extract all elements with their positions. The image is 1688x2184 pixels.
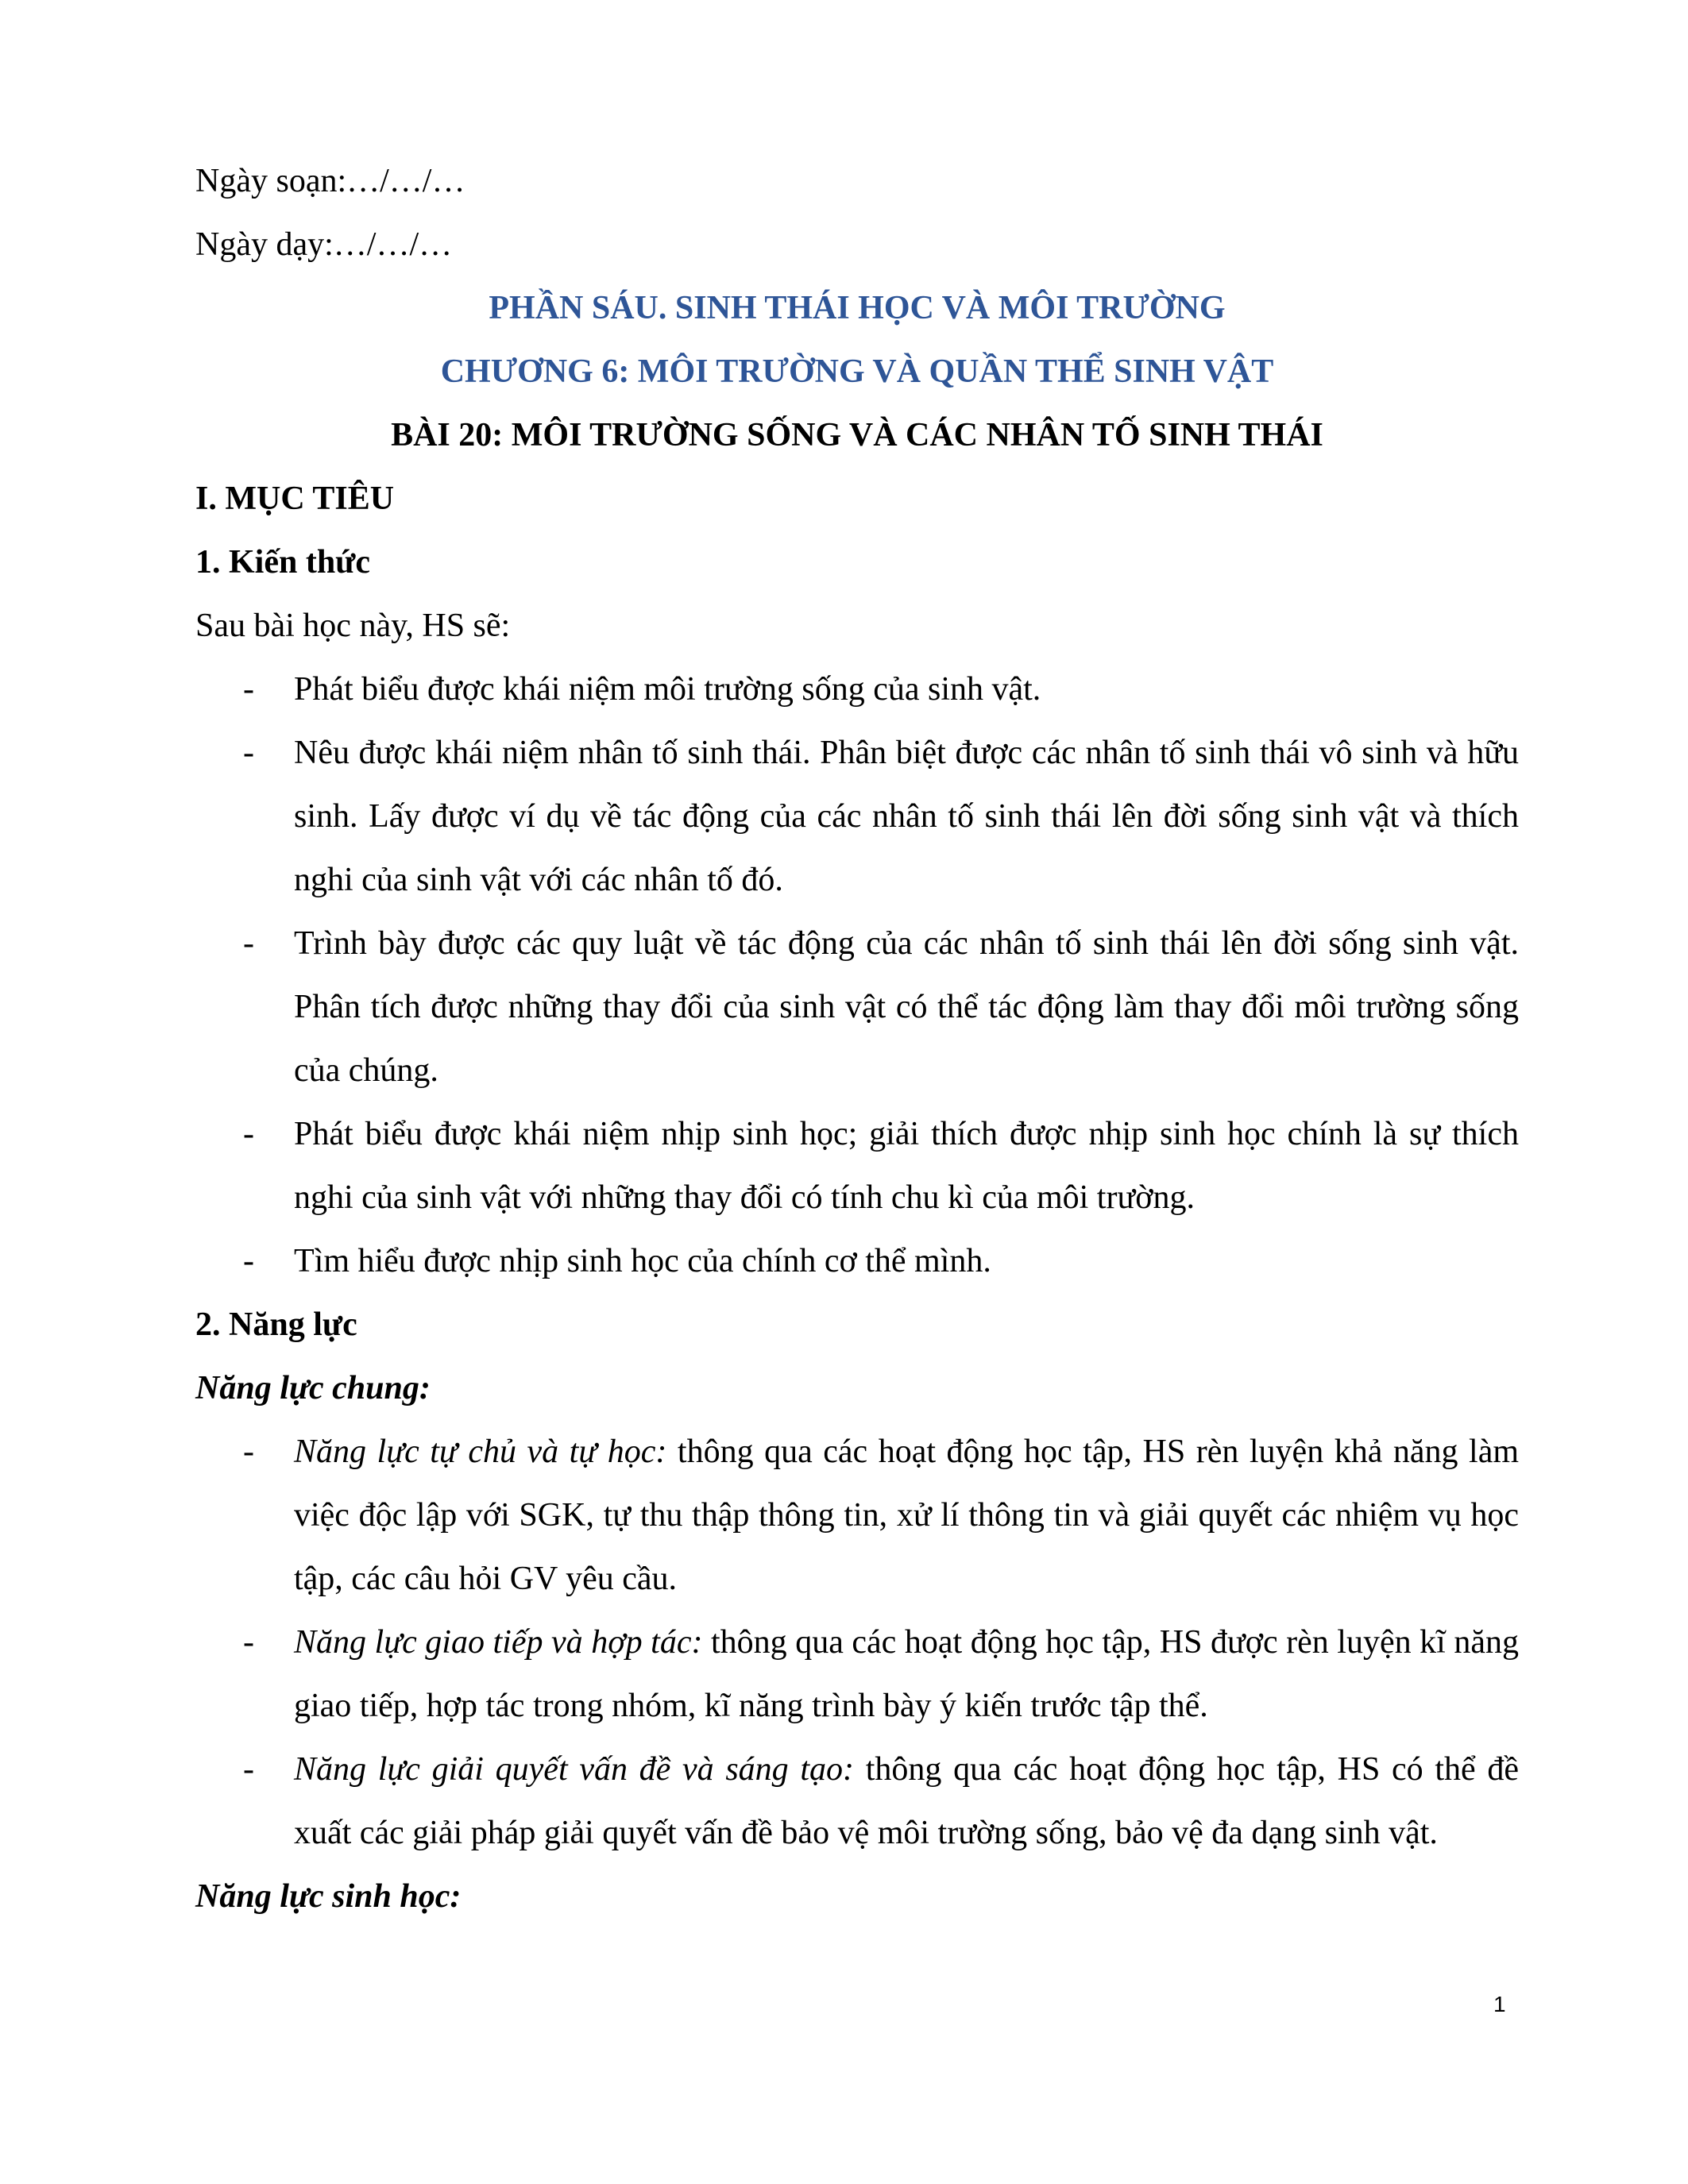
general-competencies-title: Năng lực chung: xyxy=(195,1370,431,1406)
list-item xyxy=(195,1229,1519,1293)
list-item xyxy=(195,721,1519,912)
part-heading: PHẦN SÁU. SINH THÁI HỌC VÀ MÔI TRƯỜNG xyxy=(489,290,1226,326)
dash-bullet: - xyxy=(243,1751,254,1788)
knowledge-intro: Sau bài học này, HS sẽ: xyxy=(195,608,511,644)
knowledge-list xyxy=(195,658,1519,1293)
list-item-text: Tìm hiểu được nhịp sinh học của chính cơ thể mình. xyxy=(294,1243,991,1279)
list-item xyxy=(195,1738,1519,1865)
chapter-heading: CHƯƠNG 6: MÔI TRƯỜNG VÀ QUẦN THỂ SINH VẬT xyxy=(440,353,1274,390)
title-block xyxy=(195,276,1519,467)
dash-bullet: - xyxy=(243,1116,254,1152)
date-meta xyxy=(195,149,1519,276)
competency-label: Năng lực giải quyết vấn đề và sáng tạo: xyxy=(294,1751,855,1788)
date-prepared: Ngày soạn:…/…/… xyxy=(195,163,465,199)
competency-text: thông qua các hoạt động học tập, HS có thể đề xuất các giải pháp giải quyết vấn đề bảo vệ môi trường sống, bảo vệ đa dạng sinh vật. xyxy=(294,1751,1520,1851)
page-number: 1 xyxy=(1493,1992,1506,2016)
section-title-objectives: I. MỤC TIÊU xyxy=(195,480,395,517)
biology-competencies-title: Năng lực sinh học: xyxy=(195,1878,462,1915)
competency-text: thông qua các hoạt động học tập, HS rèn luyện khả năng làm việc độc lập với SGK, tự thu thập thông tin, xử lí thông tin và giải quyết các nhiệm vụ học tập, các câu hỏi GV yêu cầu. xyxy=(294,1433,1520,1597)
dash-bullet: - xyxy=(243,735,254,771)
list-item-text: Phát biểu được khái niệm môi trường sống của sinh vật. xyxy=(294,671,1041,708)
list-item xyxy=(195,1611,1519,1738)
dash-bullet: - xyxy=(243,925,254,962)
subsection-title-competencies: 2. Năng lực xyxy=(195,1306,357,1343)
list-item xyxy=(195,658,1519,721)
competency-text: thông qua các hoạt động học tập, HS được rèn luyện kĩ năng giao tiếp, hợp tác trong nhóm, kĩ năng trình bày ý kiến trước tập thể. xyxy=(294,1624,1520,1724)
date-taught: Ngày dạy:…/…/… xyxy=(195,226,453,263)
competency-label: Năng lực tự chủ và tự học: xyxy=(294,1433,667,1470)
lesson-heading: BÀI 20: MÔI TRƯỜNG SỐNG VÀ CÁC NHÂN TỐ SINH THÁI xyxy=(391,417,1323,453)
lesson-content xyxy=(195,467,1519,1928)
list-item-text: Phát biểu được khái niệm nhịp sinh học; giải thích được nhịp sinh học chính là sự thích nghi của sinh vật với những thay đổi có tính chu kì của môi trường. xyxy=(294,1116,1519,1216)
competency-list xyxy=(195,1420,1519,1865)
list-item-text: Trình bày được các quy luật về tác động của các nhân tố sinh thái lên đời sống sinh vật. Phân tích được những thay đổi của sinh vật có thể tác động làm thay đổi môi trường sống của chúng. xyxy=(294,925,1519,1089)
list-item xyxy=(195,912,1519,1102)
dash-bullet: - xyxy=(243,1433,254,1470)
list-item-text: Nêu được khái niệm nhân tố sinh thái. Phân biệt được các nhân tố sinh thái vô sinh và hữu sinh. Lấy được ví dụ về tác động của các nhân tố sinh thái lên đời sống sinh vật và thích nghi của sinh vật với các nhân tố đó. xyxy=(294,735,1519,898)
dash-bullet: - xyxy=(243,1243,254,1279)
dash-bullet: - xyxy=(243,1624,254,1661)
list-item xyxy=(195,1420,1519,1611)
competency-label: Năng lực giao tiếp và hợp tác: xyxy=(294,1624,703,1661)
list-item xyxy=(195,1102,1519,1229)
dash-bullet: - xyxy=(243,671,254,708)
subsection-title-knowledge: 1. Kiến thức xyxy=(195,544,371,581)
